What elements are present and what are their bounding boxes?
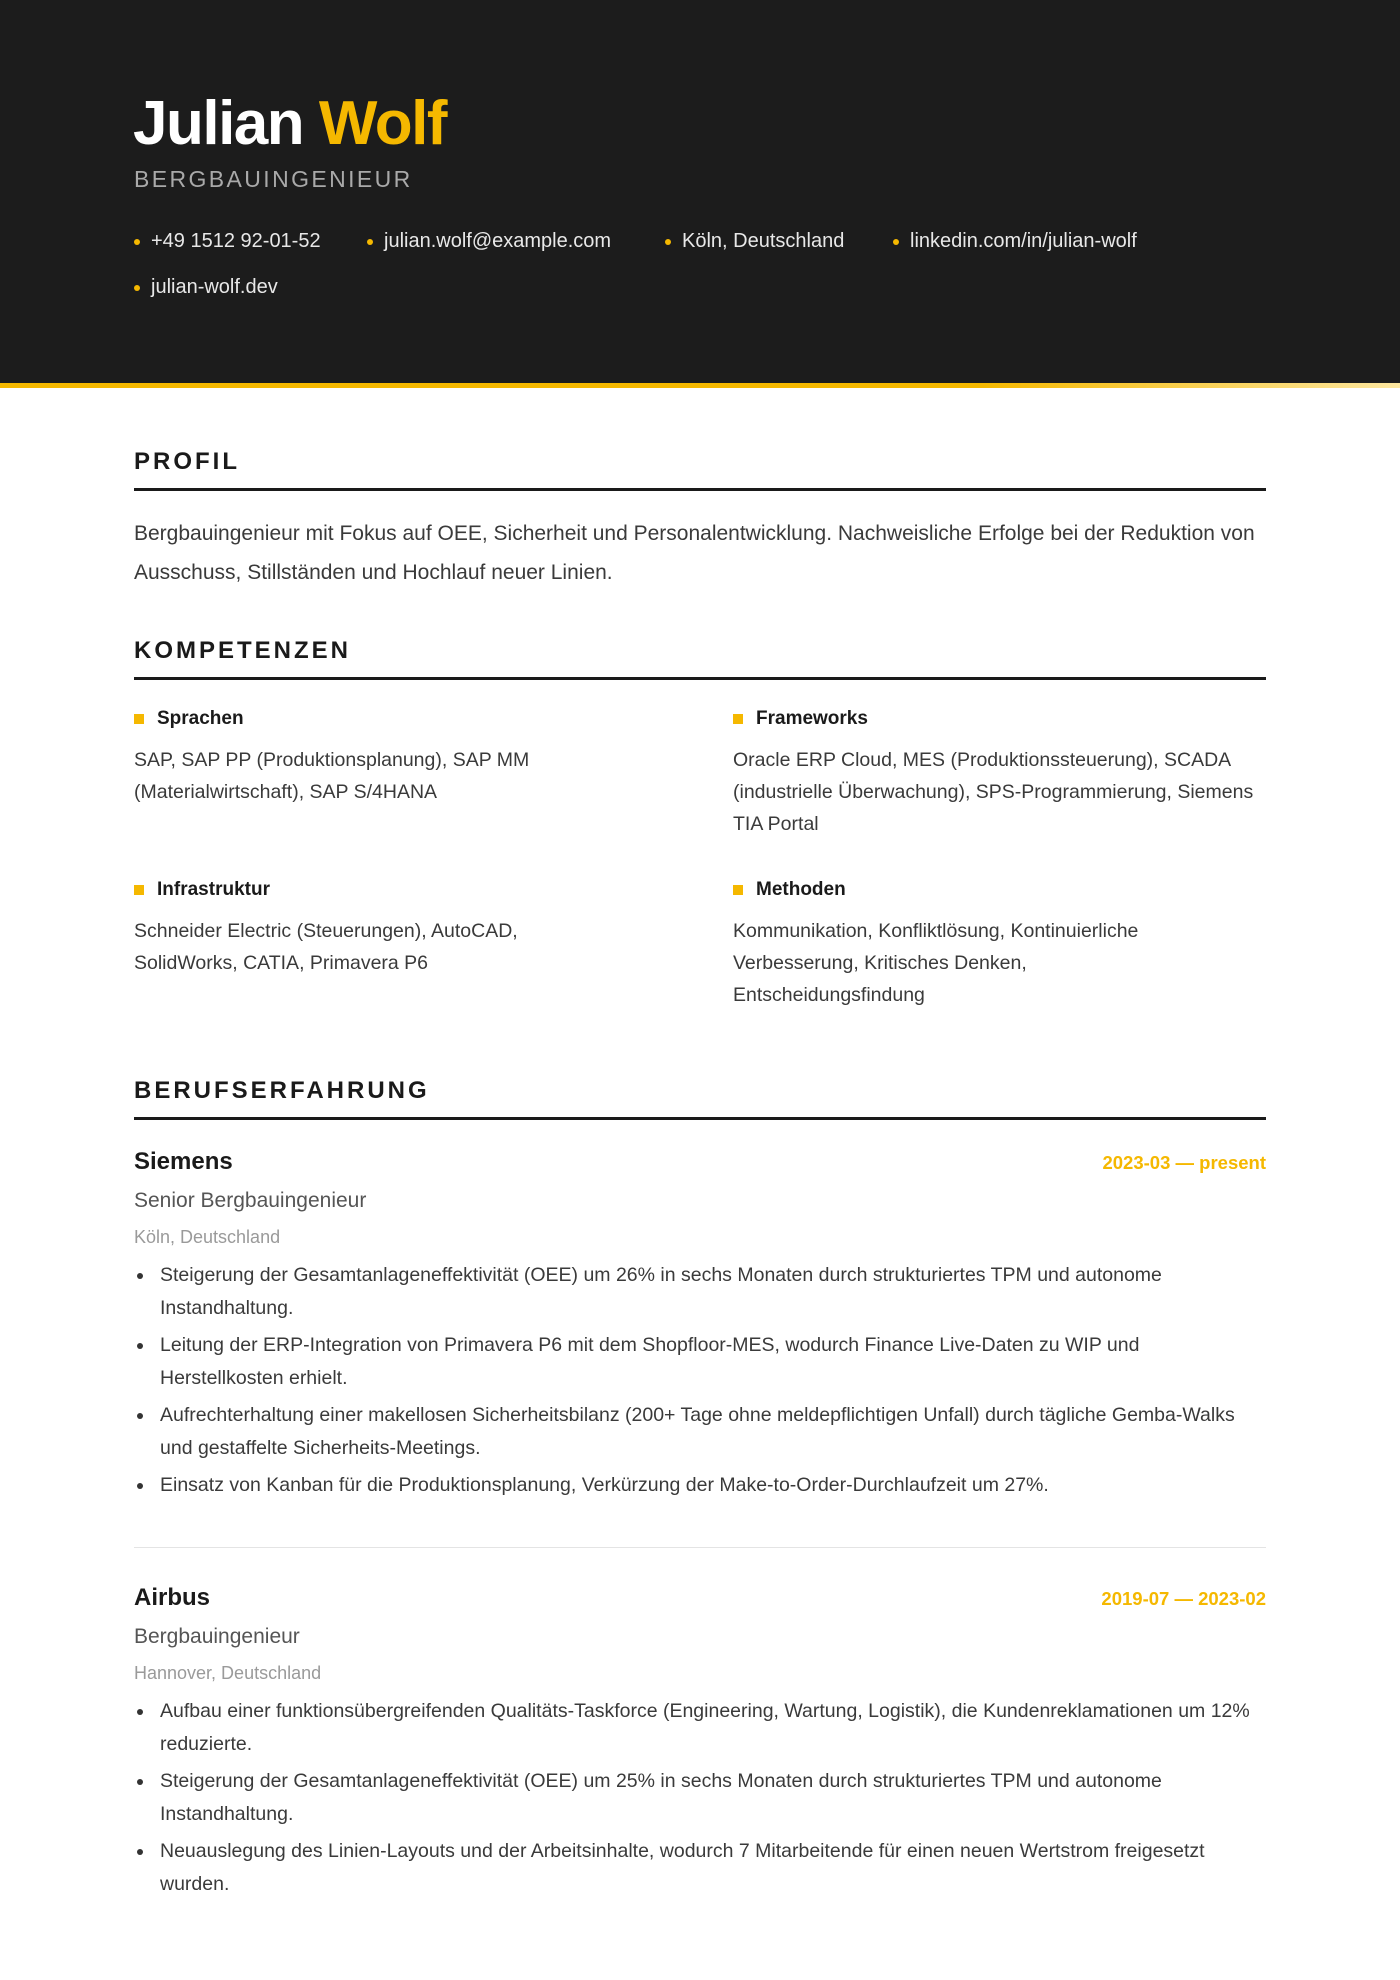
job-bullets <box>134 1695 1266 1901</box>
header-accent-bar <box>0 383 1400 388</box>
list-item: Neuauslegung des Linien-Layouts und der Arbeitsinhalte, wodurch 7 Mitarbeitende für einen neuen Wertstrom freigesetzt wurden. <box>134 1835 1266 1901</box>
list-item: Aufbau einer funktionsübergreifenden Qualitäts-Taskforce (Engineering, Wartung, Logistik), die Kundenreklamationen um 12% reduzierte. <box>134 1695 1266 1761</box>
section-title-profile: PROFIL <box>134 448 1266 491</box>
skill-group-name: Methoden <box>733 877 1203 903</box>
section-title-experience: BERUFSERFAHRUNG <box>134 1077 1266 1120</box>
skill-group-methods <box>733 877 1203 1011</box>
skill-group-languages <box>134 706 694 808</box>
job-entry-airbus <box>134 1584 1266 1905</box>
skill-group-items: Oracle ERP Cloud, MES (Produktionssteuerung), SCADA (industrielle Überwachung), SPS-Programmierung, Siemens TIA Portal <box>733 749 1254 835</box>
job-entry-siemens <box>134 1148 1266 1506</box>
job-dates: 2023-03 — present <box>1102 1152 1266 1173</box>
list-item: Aufrechterhaltung einer makellosen Sicherheitsbilanz (200+ Tage ohne meldepflichtigen Unfall) durch tägliche Gemba-Walks und gestaffelte Sicherheits-Meetings. <box>134 1399 1266 1465</box>
skill-group-items: SAP, SAP PP (Produktionsplanung), SAP MM (Materialwirtschaft), SAP S/4HANA <box>134 749 530 803</box>
skill-group-name: Sprachen <box>134 706 694 732</box>
job-location: Hannover, Deutschland <box>134 1663 322 1683</box>
skill-group-items: Schneider Electric (Steuerungen), AutoCAD, SolidWorks, CATIA, Primavera P6 <box>134 920 518 974</box>
skill-group-frameworks <box>733 706 1273 840</box>
contact-email[interactable]: julian.wolf@example.com <box>367 226 611 256</box>
job-company: Siemens <box>134 1148 233 1175</box>
skill-group-infrastructure <box>134 877 584 979</box>
job-divider <box>134 1547 1266 1548</box>
list-item: Einsatz von Kanban für die Produktionsplanung, Verkürzung der Make-to-Order-Durchlaufzeit um 27%. <box>134 1469 1266 1502</box>
contact-phone: +49 1512 92-01-52 <box>134 226 321 256</box>
first-name: Julian <box>133 89 304 158</box>
section-title-skills: KOMPETENZEN <box>134 637 1266 680</box>
candidate-name <box>133 88 446 159</box>
contact-website[interactable]: julian-wolf.dev <box>134 272 278 302</box>
skill-group-items: Kommunikation, Konfliktlösung, Kontinuierliche Verbesserung, Kritisches Denken, Entscheidungsfindung <box>733 920 1139 1006</box>
list-item: Leitung der ERP-Integration von Primavera P6 mit dem Shopfloor-MES, wodurch Finance Live-Daten zu WIP und Herstellkosten erhielt. <box>134 1329 1266 1395</box>
last-name: Wolf <box>318 89 447 158</box>
list-item: Steigerung der Gesamtanlageneffektivität (OEE) um 26% in sechs Monaten durch strukturiertes TPM und autonome Instandhaltung. <box>134 1259 1266 1325</box>
job-dates: 2019-07 — 2023-02 <box>1101 1588 1266 1609</box>
profile-text: Bergbauingenieur mit Fokus auf OEE, Sicherheit und Personalentwicklung. Nachweisliche Erfolge bei der Reduktion von Ausschuss, Stillständen und Hochlauf neuer Linien. <box>134 522 1255 584</box>
candidate-role: BERGBAUINGENIEUR <box>134 166 413 192</box>
skill-group-name: Frameworks <box>733 706 1273 732</box>
job-company: Airbus <box>134 1584 211 1611</box>
job-bullets <box>134 1259 1266 1502</box>
contact-linkedin[interactable]: linkedin.com/in/julian-wolf <box>893 226 1137 256</box>
contact-location: Köln, Deutschland <box>665 226 844 256</box>
job-title: Bergbauingenieur <box>134 1625 300 1648</box>
list-item: Steigerung der Gesamtanlageneffektivität (OEE) um 25% in sechs Monaten durch strukturiertes TPM und autonome Instandhaltung. <box>134 1765 1266 1831</box>
job-location: Köln, Deutschland <box>134 1227 281 1247</box>
job-title: Senior Bergbauingenieur <box>134 1189 367 1212</box>
skill-group-name: Infrastruktur <box>134 877 584 903</box>
resume-header <box>0 0 1400 383</box>
